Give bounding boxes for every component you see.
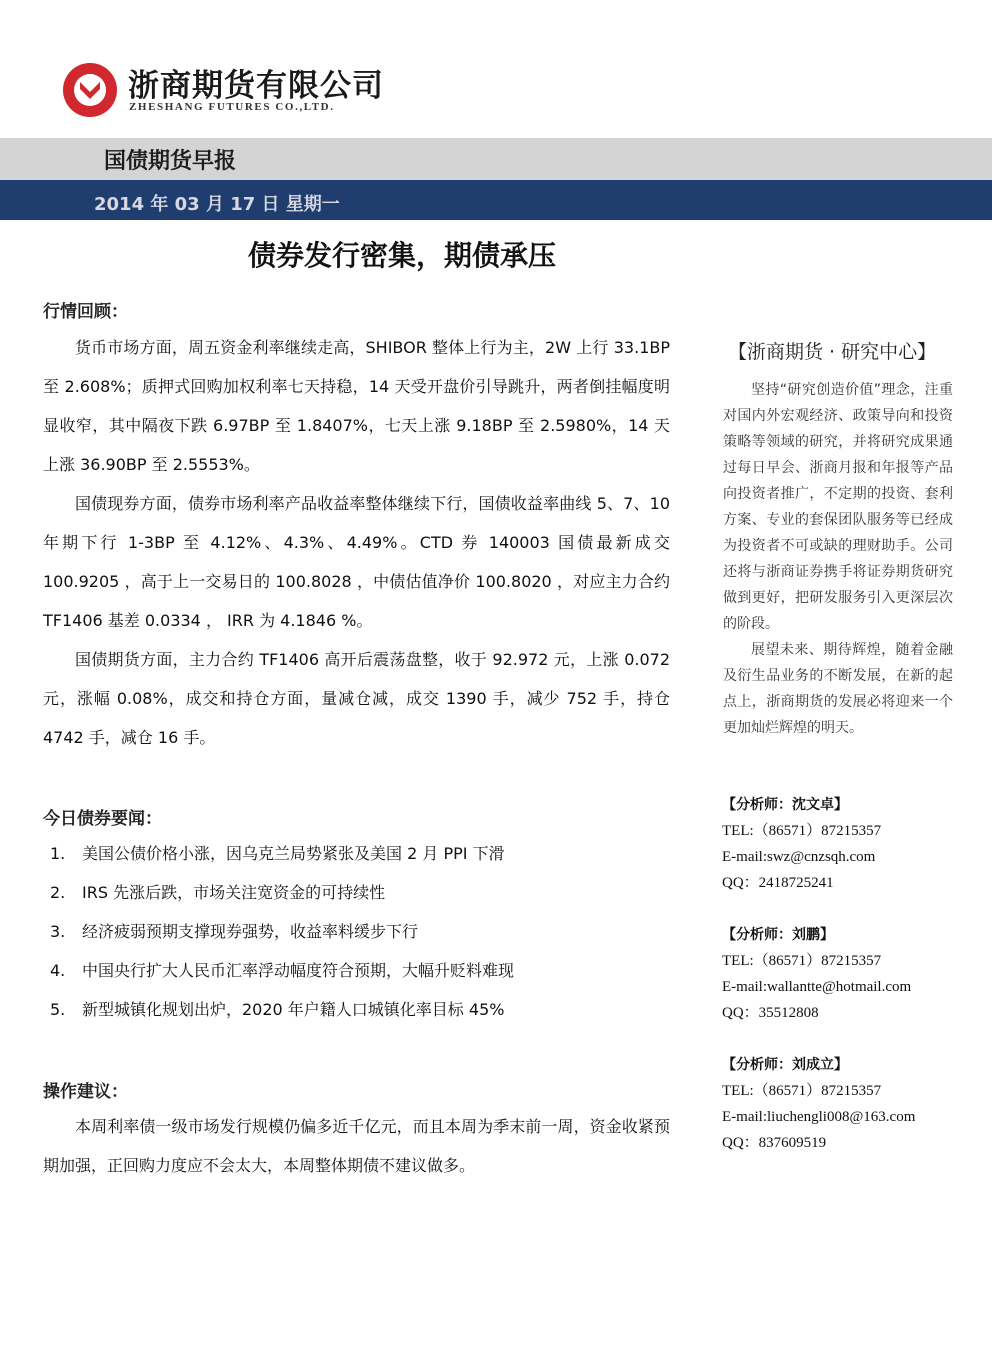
news-list xyxy=(50,834,514,1029)
section-title-market-review: 行情回顾： xyxy=(43,302,128,322)
sidebar-paragraph: 展望未来、期待辉煌，随着金融及衍生品业务的不断发展，在新的起点上，浙商期货的发展必将迎来一个更加灿烂辉煌的明天。 xyxy=(723,642,953,736)
analyst-name: 【分析师：刘成立】 xyxy=(722,1057,848,1073)
analyst-email[interactable]: E-mail:liuchengli008@163.com xyxy=(722,1109,916,1125)
list-item: 2. IRS 先涨后跌，市场关注宽资金的可持续性 xyxy=(50,883,386,902)
market-review-paragraph: 国债期货方面，主力合约 TF1406 高开后震荡盘整，收于 92.972 元，上涨 0.072 元，涨幅 0.08%，成交和持仓方面，量减仓减，成交 1390 手，减少 752 手，持仓 4742 手，减仓 16 手。 xyxy=(43,650,670,747)
news-item-text: 中国央行扩大人民币汇率浮动幅度符合预期，大幅升贬料难现 xyxy=(82,961,515,980)
market-review-paragraph: 货币市场方面，周五资金利率继续走高，SHIBOR 整体上行为主，2W 上行 33.1BP 至 2.608%；质押式回购加权利率七天持稳，14 天受开盘价引导跳升，两者倒挂幅度明显收窄，其中隔夜下跌 6.97BP 至 1.8407%，七天上涨 9.18BP 至 2.5980%，14 天上涨 36.90BP 至 2.5553%。 xyxy=(43,338,670,474)
section-title-advice: 操作建议： xyxy=(43,1082,128,1102)
news-item-text: 美国公债价格小涨，因乌克兰局势紧张及美国 2 月 PPI 下滑 xyxy=(82,844,505,863)
analyst-name: 【分析师：沈文卓】 xyxy=(722,797,848,813)
analyst-tel: TEL:（86571）87215357 xyxy=(722,953,882,969)
list-item: 4. 中国央行扩大人民币汇率浮动幅度符合预期，大幅升贬料难现 xyxy=(50,961,515,980)
analyst-qq: QQ：837609519 xyxy=(722,1135,827,1151)
section-title-news: 今日债券要闻： xyxy=(43,809,162,829)
sidebar-intro xyxy=(723,377,953,741)
news-item-text: IRS 先涨后跌，市场关注宽资金的可持续性 xyxy=(82,883,386,902)
analyst-card xyxy=(722,792,962,896)
advice-paragraph: 本周利率债一级市场发行规模仍偏多近千亿元，而且本周为季末前一周，资金收紧预期加强，正回购力度应不会太大，本周整体期债不建议做多。 xyxy=(43,1117,670,1175)
list-item: 1. 美国公债价格小涨，因乌克兰局势紧张及美国 2 月 PPI 下滑 xyxy=(50,844,505,863)
analyst-name: 【分析师：刘鹏】 xyxy=(722,927,834,943)
company-name-cn: 浙商期货有限公司 xyxy=(128,68,384,104)
company-name-en: ZHESHANG FUTURES CO.,LTD. xyxy=(129,101,335,113)
analyst-email[interactable]: E-mail:wallantte@hotmail.com xyxy=(722,979,912,995)
analyst-qq: QQ：2418725241 xyxy=(722,875,834,891)
news-item-text: 经济疲弱预期支撑现券强势，收益率料缓步下行 xyxy=(82,922,419,941)
news-item-text: 新型城镇化规划出炉，2020 年户籍人口城镇化率目标 45% xyxy=(82,1000,505,1019)
analyst-card xyxy=(722,1052,962,1156)
report-type-title: 国债期货早报 xyxy=(104,149,237,174)
analyst-email[interactable]: E-mail:swz@cnzsqh.com xyxy=(722,849,876,865)
company-logo-icon xyxy=(62,62,118,118)
sidebar-paragraph: 坚持“研究创造价值”理念，注重对国内外宏观经济、政策导向和投资策略等领域的研究，并将研究成果通过每日早会、浙商月报和年报等产品向投资者推广，不定期的投资、套利方案、专业的套保团队服务等已经成为投资者不可或缺的理财助手。公司还将与浙商证券携手将证券期货研究做到更好，把研发服务引入更深层次的阶段。 xyxy=(723,382,953,632)
list-item: 3. 经济疲弱预期支撑现券强势，收益率料缓步下行 xyxy=(50,922,419,941)
analyst-qq: QQ：35512808 xyxy=(722,1005,819,1021)
analyst-tel: TEL:（86571）87215357 xyxy=(722,1083,882,1099)
analyst-tel: TEL:（86571）87215357 xyxy=(722,823,882,839)
report-date: 2014 年 03 月 17 日 星期一 xyxy=(94,194,340,215)
list-item: 5. 新型城镇化规划出炉，2020 年户籍人口城镇化率目标 45% xyxy=(50,1000,505,1019)
sidebar-title: 【浙商期货 · 研究中心】 xyxy=(728,341,937,363)
headline: 债券发行密集，期债承压 xyxy=(248,239,557,272)
analyst-card xyxy=(722,922,962,1026)
market-review-paragraph: 国债现券方面，债券市场利率产品收益率整体继续下行，国债收益率曲线 5、7、10 年期下行 1-3BP 至 4.12%、4.3%、4.49%。CTD 券 140003 国债最新成交 100.9205 ，高于上一交易日的 100.8028 ，中债估值净价 100.8020 ，对应主力合约 TF1406 基差 0.0334 ， IRR 为 4.1846 %。 xyxy=(43,494,670,630)
